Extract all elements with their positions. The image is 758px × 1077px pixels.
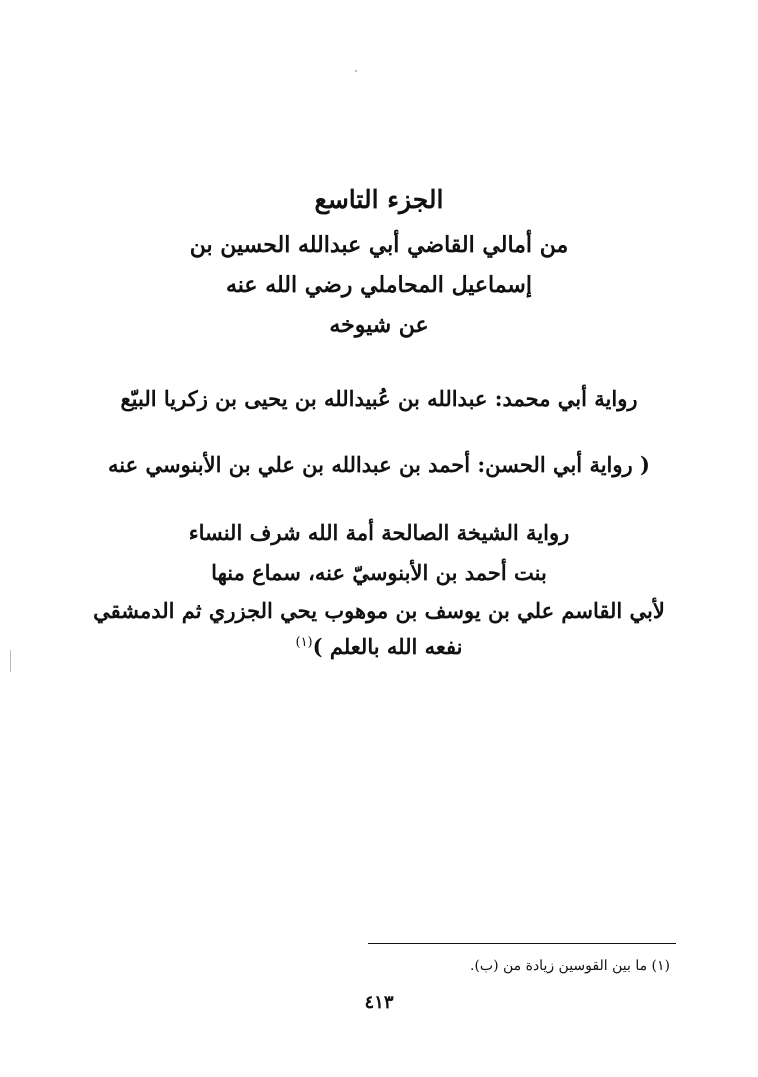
transmission-line-2: بنت أحمد بن الأبنوسيّ عنه، سماع منها [211, 560, 547, 585]
heading-line-3: عن شيوخه [329, 312, 429, 338]
footnote-marker: (١) [295, 635, 313, 650]
footnote-separator [368, 943, 676, 944]
chapter-title: الجزء التاسع [314, 185, 444, 214]
transmission-last-text: نفعه الله بالعلم ) [312, 634, 463, 659]
transmission-line-3: لأبي القاسم علي بن يوسف بن موهوب يحي الجزري ثم الدمشقي [93, 598, 665, 623]
riwaya-line-2: ( رواية أبي الحسن: أحمد بن عبدالله بن علي بن الأبنوسي عنه [108, 452, 650, 477]
scan-speck [355, 70, 357, 72]
heading-line-2: إسماعيل المحاملي رضي الله عنه [226, 272, 532, 298]
transmission-line-1: رواية الشيخة الصالحة أمة الله شرف النساء [188, 520, 570, 545]
page-number: ٤١٣ [364, 992, 394, 1013]
footnote-text: (١) ما بين القوسين زيادة من (ب). [470, 958, 670, 974]
riwaya-line-1: رواية أبي محمد: عبدالله بن عُبيدالله بن يحيى بن زكريا البيّع [120, 386, 638, 411]
heading-line-1: من أمالي القاضي أبي عبدالله الحسين بن [189, 232, 569, 258]
transmission-line-4 [0, 634, 758, 659]
